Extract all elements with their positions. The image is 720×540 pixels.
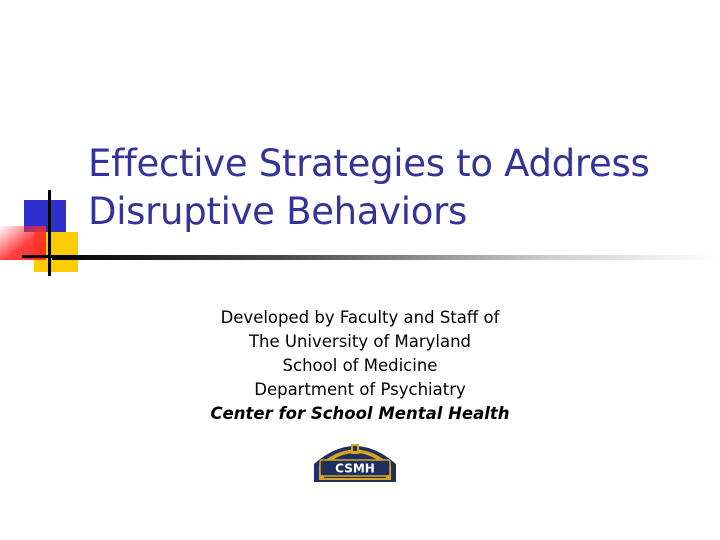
- subtitle-line-4: Department of Psychiatry: [254, 380, 466, 399]
- title-line-2: Disruptive Behaviors: [88, 190, 467, 233]
- subtitle-organization: Center for School Mental Health: [210, 404, 510, 423]
- title-underline: [52, 255, 720, 260]
- title-line-1: Effective Strategies to Address: [88, 142, 650, 185]
- csmh-logo: [310, 436, 400, 484]
- subtitle-line-1: Developed by Faculty and Staff of: [220, 308, 500, 327]
- logo-text: CSMH: [335, 461, 375, 476]
- subtitle-line-3: School of Medicine: [282, 356, 438, 375]
- subtitle-line-2: The University of Maryland: [248, 332, 472, 351]
- deco-red-square: [0, 226, 46, 260]
- slide-title: [88, 140, 698, 236]
- deco-vertical-line: [48, 190, 51, 276]
- slide-subtitle: [100, 306, 620, 426]
